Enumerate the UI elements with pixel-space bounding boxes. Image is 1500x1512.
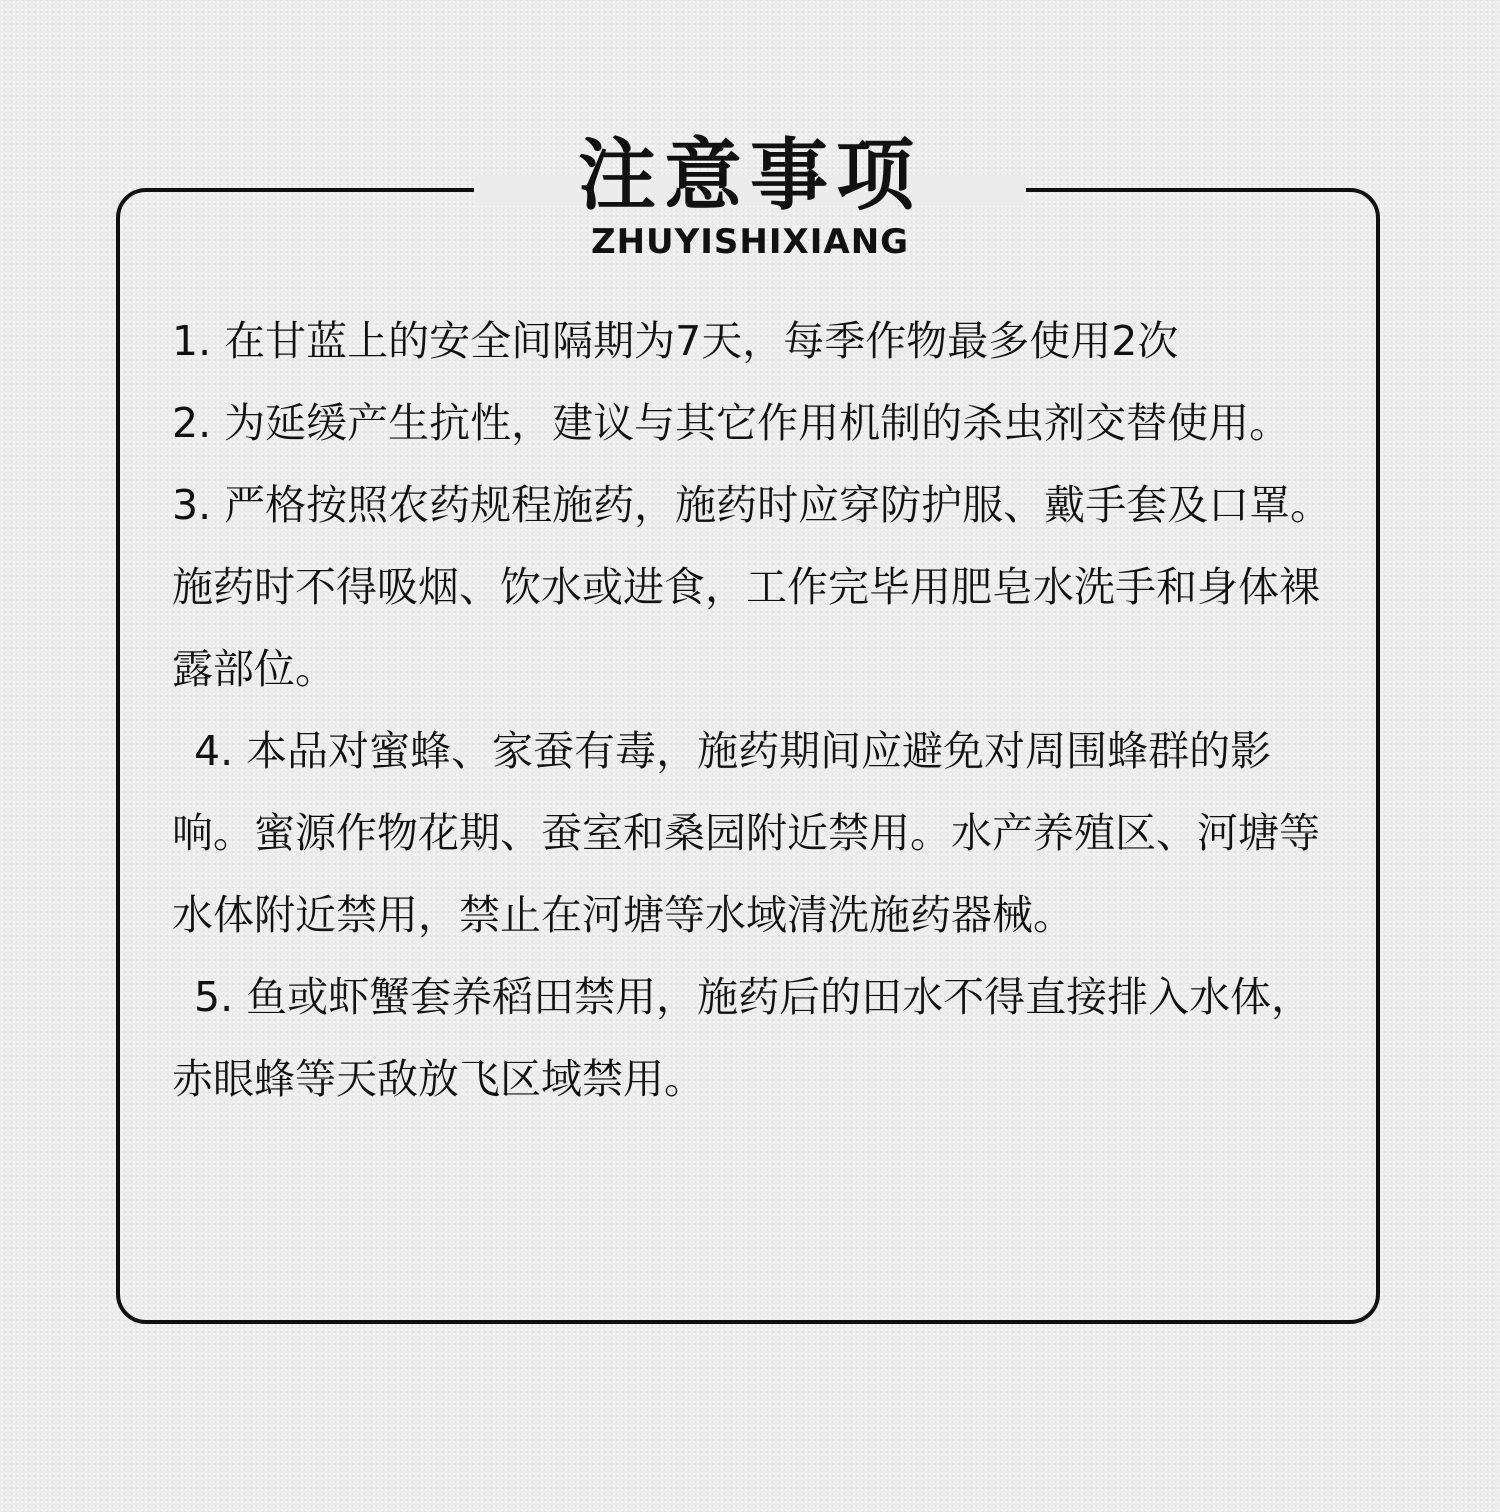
precautions-list — [172, 300, 1332, 1120]
precaution-item-1: 1. 在甘蓝上的安全间隔期为7天，每季作物最多使用2次 — [172, 317, 1179, 365]
page-title: 注意事项 — [577, 131, 922, 221]
precaution-item-2: 2. 为延缓产生抗性，建议与其它作用机制的杀虫剂交替使用。 — [172, 399, 1291, 447]
precaution-item-4: 4. 本品对蜜蜂、家蚕有毒，施药期间应避免对周围蜂群的影响。蜜源作物花期、蚕室和桑园附近禁用。水产养殖区、河塘等水体附近禁用，禁止在河塘等水域清洗施药器械。 — [172, 727, 1320, 939]
precaution-item-5: 5. 鱼或虾蟹套养稻田禁用，施药后的田水不得直接排入水体，赤眼蜂等天敌放飞区域禁用。 — [172, 973, 1313, 1103]
precaution-item-3: 3. 严格按照农药规程施药，施药时应穿防护服、戴手套及口罩。施药时不得吸烟、饮水或进食，工作完毕用肥皂水洗手和身体裸露部位。 — [172, 481, 1332, 693]
page-subtitle: ZHUYISHIXIANG — [590, 222, 910, 262]
